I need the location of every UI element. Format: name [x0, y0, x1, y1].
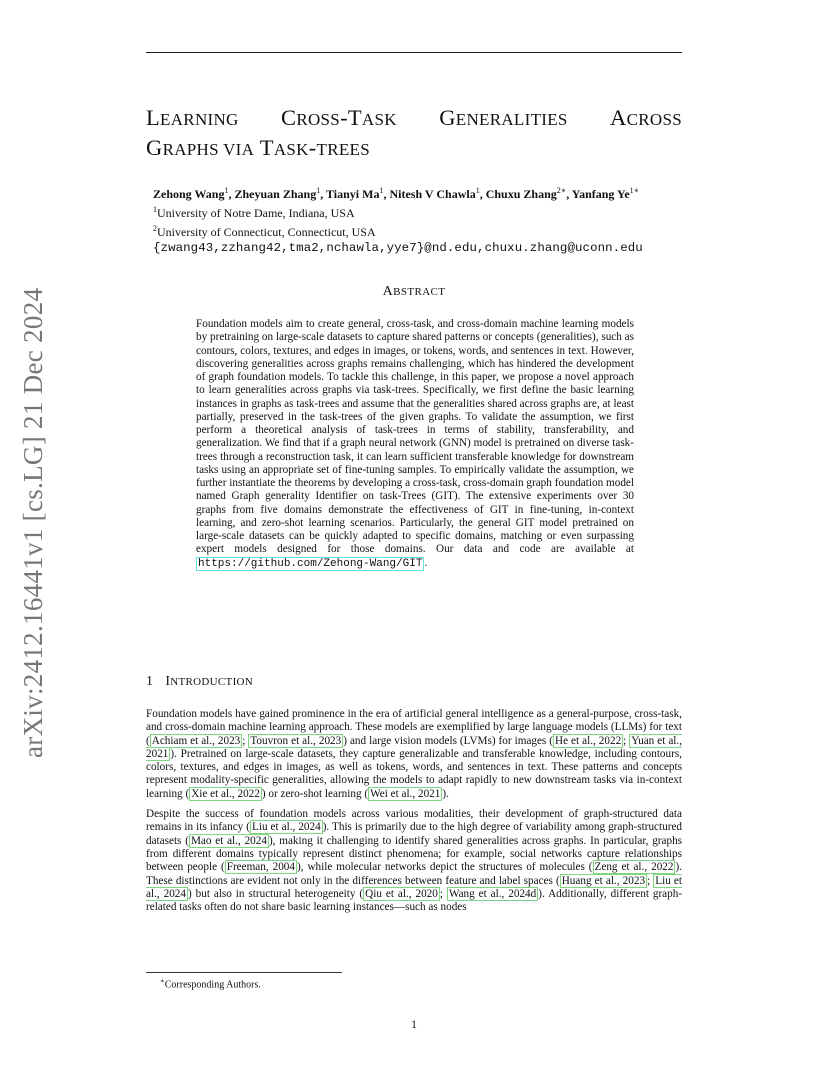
affiliation-1: $^1$University of Notre Dame, Indiana, USA	[153, 205, 355, 220]
citation-link[interactable]: Xie et al., 2022	[191, 787, 260, 800]
title-word: LEARNING	[146, 105, 239, 130]
author-block	[153, 183, 693, 256]
citation-link[interactable]: He et al., 2022	[555, 734, 622, 747]
title-line-1	[146, 104, 682, 134]
citation-link[interactable]: Liu et al., 2024	[146, 874, 682, 900]
paper-title	[146, 104, 682, 164]
introduction-body	[146, 708, 682, 921]
author-names: Zehong Wang$^1$, Zheyuan Zhang$^1$, Tianyi Ma$^1$, Nitesh V Chawla$^1$, Chuxu Zhang$^{2∗}$, Yanfang $Ye^{1∗}$	[153, 186, 640, 201]
title-word: GENERALITIES	[439, 105, 568, 130]
paragraph: Foundation models have gained prominence in the era of artificial general intelligence as a general-purpose, cross-task, and cross-domain machine learning approach. These models are exemplified by large language models (LLMs) for text ( Achiam et al., 2023 ; Touvron et al., 2023 ) and large vision models (LVMs) for images ( He et al., 2022 ; Yuan et al., 2021 ). Pretrained on large-scale datasets, they capture generalizable and transferable knowledge, including contours, colors, textures, and edges in images, as well as tokens, words, and sentences in text. These patterns and concepts represent modality-specific generalities, allowing the models to adapt rapidly to new downstream tasks via in-context learning ( Xie et al., 2022 ) or zero-shot learning ( Wei et al., 2021 ).	[146, 708, 683, 800]
citation-link[interactable]: Freeman, 2004	[226, 861, 295, 874]
author-emails: {zwang43,zzhang42,tma2,nchawla,yye7}@nd.edu,chuxu.zhang@uconn.edu	[153, 241, 643, 255]
arxiv-stamp: arXiv:2412.16441v1 [cs.LG] 21 Dec 2024	[18, 287, 48, 758]
footnote: ∗Corresponding Authors.	[160, 977, 261, 991]
citation-link[interactable]: Achiam et al., 2023	[151, 734, 241, 747]
citation-link[interactable]: Touvron et al., 2023	[250, 734, 342, 747]
citation-link[interactable]: Yuan et al., 2021	[146, 734, 683, 760]
title-word: CROSS-TASK	[281, 105, 397, 130]
citation-link[interactable]: Wang et al., 2024d	[448, 887, 537, 900]
affiliation-2: $^2$University of Connecticut, Connecticut, USA	[153, 224, 376, 239]
title-word: ACROSS	[610, 105, 682, 130]
page-number: 1	[411, 1017, 417, 1031]
citation-link[interactable]: Huang et al., 2023	[561, 874, 646, 887]
citation-link[interactable]: Liu et al., 2024	[252, 821, 321, 834]
top-rule	[146, 52, 682, 53]
citation-link[interactable]: Qiu et al., 2020	[365, 887, 438, 900]
paragraph: Despite the success of foundation models across various modalities, their development of graph-structured data remains in its infancy ( Liu et al., 2024 ). This is primarily due to the high degree of variability among graph-structured datasets ( Mao et al., 2024 ), making it challenging to identify shared generalities across graphs. In particular, graphs from different domains typically represent distinct phenomena; for example, social networks capture relationships between people ( Freeman, 2004 ), while molecular networks depict the structures of molecules ( Zeng et al., 2022 ). These distinctions are evident not only in the differences between feature and label spaces ( Huang et al., 2023 ; Liu et al., 2024 ) but also in structural heterogeneity ( Qiu et al., 2020 ; Wang et al., 2024d ). Additionally, different graph-related tasks often do not share basic learning instances—such as nodes	[146, 808, 683, 914]
citation-link[interactable]: Mao et al., 2024	[190, 834, 267, 847]
section-heading-introduction: 1 INTRODUCTION	[146, 674, 254, 689]
abstract-heading: ABSTRACT	[382, 284, 446, 299]
citation-link[interactable]: Zeng et al., 2022	[594, 861, 674, 874]
title-line-2: GRAPHS VIA TASK-TREES	[146, 135, 370, 160]
footnote-rule	[146, 972, 342, 973]
citation-link[interactable]: Wei et al., 2021	[370, 787, 441, 800]
abstract-body: Foundation models aim to create general, cross-task, and cross-domain machine learning models by pretraining on large-scale datasets to capture shared patterns or concepts (generalities), such as contours, colors, textures, and edges in images, or tokens, words, and sentences in text. However, discovering generalities across graphs remains challenging, which has hindered the development of graph foundation models. To tackle this challenge, in this paper, we propose a novel approach to learn generalities across graphs via task-trees. Specifically, we first define the basic learning instances in graphs as task-trees and assume that the generalities shared across graphs are, at least partially, preserved in the task-trees of the given graphs. To validate the assumption, we first perform a theoretical analysis of task-trees in terms of stability, transferability, and generalization. We find that if a graph neural network (GNN) model is pretrained on diverse task-trees through a reconstruction task, it can learn sufficient transferable knowledge for downstream tasks using an appropriate set of fine-tuning samples. To empirically validate the assumption, we further instantiate the theorems by developing a cross-task, cross-domain graph foundation model named Graph generality Identifier on task-Trees (GIT). The extensive experiments over 30 graphs from five domains demonstrate the effectiveness of GIT in fine-tuning, in-context learning, and zero-shot learning scenarios. Particularly, the general GIT model pretrained on large-scale datasets can be quickly adapted to specific domains, matching or even surpassing expert models designed for those domains. Our data and code are available at https://github.com/Zehong-Wang/GIT .	[196, 318, 634, 570]
code-link[interactable]: https://github.com/Zehong-Wang/GIT	[198, 557, 423, 570]
